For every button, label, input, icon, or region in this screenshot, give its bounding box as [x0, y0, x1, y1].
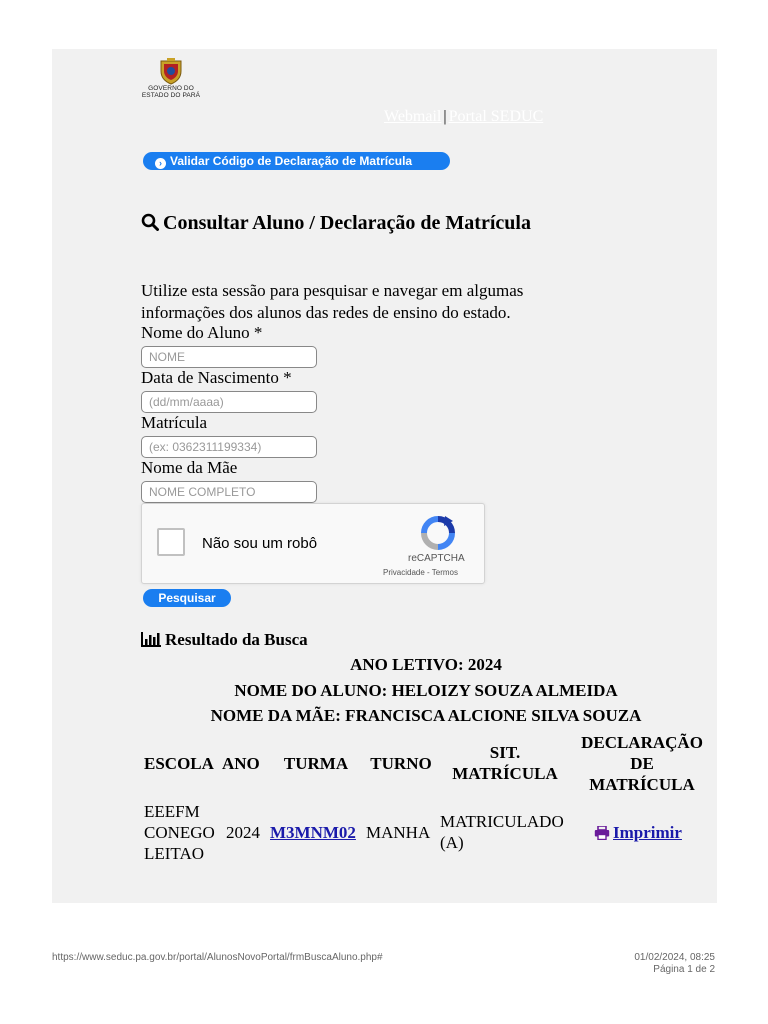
- footer-page-number: Página 1 de 2: [653, 964, 715, 975]
- cell-declaracao: [594, 822, 682, 843]
- cell-turno: MANHA: [366, 823, 431, 842]
- validar-codigo-label: Validar Código de Declaração de Matrícula: [170, 154, 413, 168]
- nome-aluno-label: Nome do Aluno *: [141, 323, 263, 342]
- col-header-sit-line2: MATRÍCULA: [452, 764, 558, 783]
- nome-mae-input[interactable]: NOME COMPLETO: [141, 481, 317, 503]
- links-separator: |: [443, 108, 447, 125]
- col-header-ano: ANO: [222, 754, 260, 773]
- page-title-text: Consultar Aluno / Declaração de Matrícula: [163, 212, 531, 234]
- matricula-label: Matrícula: [141, 413, 208, 432]
- results-title: [141, 630, 308, 650]
- page-title: [141, 212, 531, 235]
- cell-escola: [144, 801, 224, 864]
- recaptcha-checkbox[interactable]: [157, 528, 185, 556]
- recaptcha-privacy-terms[interactable]: Privacidade - Termos: [383, 568, 458, 577]
- col-header-decl-line1: DECLARAÇÃO: [581, 733, 703, 752]
- cell-sit-line1: MATRICULADO: [440, 812, 564, 831]
- col-header-declaracao: [572, 732, 712, 795]
- portal-seduc-link[interactable]: Portal SEDUC: [448, 108, 544, 125]
- nome-aluno-result: NOME DO ALUNO: HELOIZY SOUZA ALMEIDA: [234, 681, 618, 700]
- col-header-turma: TURMA: [283, 754, 349, 773]
- data-nascimento-label: Data de Nascimento *: [141, 368, 292, 387]
- chevron-right-circle-icon: ›: [155, 158, 166, 169]
- col-header-decl-line3: MATRÍCULA: [589, 775, 695, 794]
- search-icon: [141, 213, 159, 231]
- footer-url: https://www.seduc.pa.gov.br/portal/AlunosNovoPortal/frmBuscaAluno.php#: [52, 952, 383, 963]
- recaptcha-widget: [141, 503, 485, 584]
- recaptcha-label: Não sou um robô: [202, 535, 318, 552]
- logo-text-line2: ESTADO DO PARÁ: [141, 92, 201, 99]
- imprimir-label: Imprimir: [613, 823, 682, 842]
- col-header-sit-line1: SIT.: [489, 743, 521, 762]
- ano-letivo: ANO LETIVO: 2024: [350, 655, 502, 674]
- cell-sit-matricula: [440, 811, 572, 853]
- nome-mae-label: Nome da Mãe: [141, 458, 238, 477]
- nome-mae-result: NOME DA MÃE: FRANCISCA ALCIONE SILVA SOUZA: [210, 706, 642, 725]
- cell-ano: 2024: [226, 823, 260, 842]
- cell-escola-line2: CONEGO: [144, 823, 215, 842]
- pesquisar-button[interactable]: Pesquisar: [143, 589, 231, 607]
- recaptcha-brand: reCAPTCHA: [408, 553, 465, 564]
- matricula-input[interactable]: (ex: 0362311199334): [141, 436, 317, 458]
- government-logo[interactable]: [140, 57, 202, 99]
- results-title-text: Resultado da Busca: [165, 630, 308, 649]
- cell-escola-line1: EEEFM: [144, 802, 200, 821]
- intro-text: Utilize esta sessão para pesquisar e navegar em algumas informações dos alunos das redes de ensino do estado.: [141, 281, 524, 322]
- cell-sit-line2: (A): [440, 833, 464, 852]
- footer-datetime: 01/02/2024, 08:25: [634, 952, 715, 963]
- turma-link[interactable]: M3MNM02: [270, 823, 356, 842]
- col-header-escola: ESCOLA: [144, 754, 214, 773]
- recaptcha-logo-icon: [420, 515, 456, 551]
- col-header-turno: TURNO: [370, 754, 432, 773]
- col-header-decl-line2: DE: [630, 754, 654, 773]
- col-header-sit-matricula: [440, 742, 570, 784]
- validar-codigo-button[interactable]: [143, 152, 450, 170]
- logo-text-line1: GOVERNO DO: [148, 85, 194, 92]
- state-emblem-icon: [158, 57, 184, 85]
- print-icon: [594, 826, 610, 840]
- cell-turma: [270, 822, 356, 843]
- top-links: [384, 108, 543, 126]
- nome-aluno-input[interactable]: NOME: [141, 346, 317, 368]
- imprimir-link[interactable]: [594, 823, 682, 842]
- data-nascimento-input[interactable]: (dd/mm/aaaa): [141, 391, 317, 413]
- webmail-link[interactable]: Webmail: [384, 108, 442, 125]
- cell-escola-line3: LEITAO: [144, 844, 205, 863]
- bar-chart-icon: [141, 632, 161, 647]
